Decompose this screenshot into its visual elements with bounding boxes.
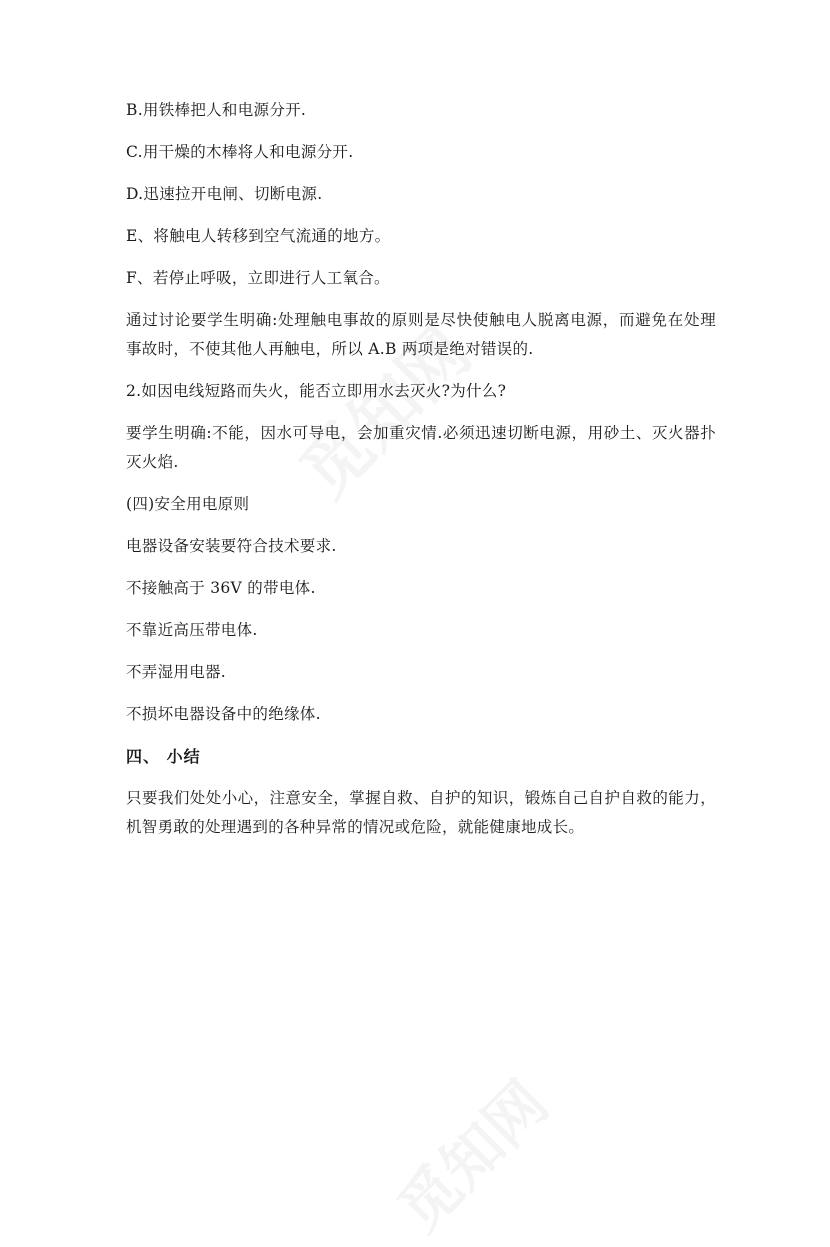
option-d: D.迅速拉开电闸、切断电源. (126, 185, 323, 203)
rule-2: 不接触高于 36V 的带电体. (126, 579, 316, 597)
rule-5: 不损坏电器设备中的绝缘体. (126, 705, 321, 723)
rule-1: 电器设备安装要符合技术要求. (126, 537, 337, 555)
rule-4: 不弄湿用电器. (126, 663, 227, 681)
option-e: E、将触电人转移到空气流通的地方。 (126, 227, 391, 245)
watermark-logo-bottom (376, 1059, 564, 1247)
summary-paragraph: 只要我们处处小心，注意安全，掌握自救、自护的知识，锻炼自己自护自救的能力，机智勇敢的处理遇到的各种异常的情况或危险，就能健康地成长。 (126, 789, 716, 836)
option-b: B.用铁棒把人和电源分开. (126, 101, 307, 119)
document-body (126, 96, 716, 855)
option-c: C.用干燥的木棒将人和电源分开. (126, 143, 354, 161)
subsection-title: (四)安全用电原则 (126, 495, 250, 513)
rule-3: 不靠近高压带电体. (126, 621, 258, 639)
discussion-paragraph: 通过讨论要学生明确:处理触电事故的原则是尽快使触电人脱离电源，而避免在处理事故时，不使其他人再触电，所以 A.B 两项是绝对错误的. (126, 311, 716, 358)
section-heading: 四、 小结 (126, 747, 201, 766)
option-f: F、若停止呼吸，立即进行人工氧合。 (126, 269, 390, 287)
question-2: 2.如因电线短路而失火，能否立即用水去灭火?为什么? (126, 382, 507, 400)
answer-2: 要学生明确:不能，因水可导电，会加重灾情.必须迅速切断电源，用砂土、灭火器扑灭火焰. (126, 424, 716, 471)
